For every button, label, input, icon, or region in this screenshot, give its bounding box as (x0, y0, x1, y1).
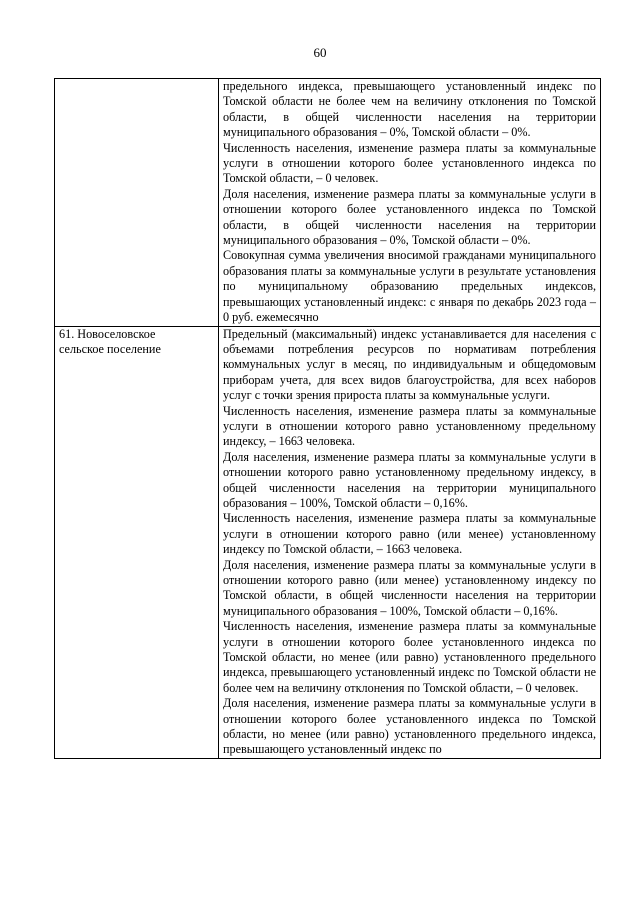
table-row (55, 79, 601, 327)
paragraph: предельного индекса, превышающего установленный индекс по Томской области не более чем на величину отклонения по Томской области, в общей численности населения на территории муниципального образования – 0%, Томской области – 0%. (223, 79, 596, 140)
paragraph: Совокупная сумма увеличения вносимой гражданами муниципального образования платы за коммунальные услуги в результате установления по муниципальному образованию предельных индексов, превышающих установленный индекс: с января по декабрь 2023 года – 0 руб. ежемесячно (223, 248, 596, 325)
paragraph: Численность населения, изменение размера платы за коммунальные услуги в отношении которого более установленного индекса по Томской области, но менее (или равно) установленного предельного индекса, превышающего установленный индекс по Томской области не более чем на величину отклонения по Томской области, – 0 человек. (223, 619, 596, 695)
table-row (55, 326, 601, 758)
paragraph: Доля населения, изменение размера платы за коммунальные услуги в отношении которого равно установленному предельному индексу, в общей численности населения на территории муниципального образования – 100%, Томской области – 0,16%. (223, 449, 596, 510)
municipality-name-line: 61. Новоселовское (59, 326, 156, 341)
paragraph: Доля населения, изменение размера платы за коммунальные услуги в отношении которого равно (или менее) установленному индексу по Томской области, в общей численности населения на территории муниципального образования – 100%, Томской области – 0,16%. (223, 557, 596, 618)
paragraph: Доля населения, изменение размера платы за коммунальные услуги в отношении которого более установленного индекса по Томской области, в общей численности населения на территории муниципального образования – 0%, Томской области – 0%. (223, 186, 596, 248)
paragraph: Доля населения, изменение размера платы за коммунальные услуги в отношении которого более установленного индекса по Томской области, но менее (или равно) установленного предельного индекса, превышающего установленный индекс по (223, 696, 596, 757)
paragraph: Численность населения, изменение размера платы за коммунальные услуги в отношении которого равно установленному предельному индексу, – 1663 человека. (223, 403, 596, 449)
paragraph: Численность населения, изменение размера платы за коммунальные услуги в отношении которого равно (или менее) установленному индексу по Томской области, – 1663 человека. (223, 511, 596, 557)
municipality-name-line: сельское поселение (59, 341, 161, 356)
description-cell (219, 326, 601, 758)
indices-table (54, 78, 601, 759)
municipality-cell (55, 79, 219, 327)
paragraph: Предельный (максимальный) индекс устанавливается для населения с объемами потребления ресурсов по нормативам потребления коммунальных услуг в месяц, по индивидуальным и общедомовым приборам учета, для всех видов благоустройства, для всех наборов услуг с точки зрения прироста платы за коммунальные услуги. (223, 326, 596, 403)
municipality-cell (55, 326, 219, 758)
page-number: 60 (313, 45, 327, 60)
description-cell (219, 79, 601, 327)
paragraph: Численность населения, изменение размера платы за коммунальные услуги в отношении которого более установленного индекса по Томской области, – 0 человек. (223, 140, 596, 186)
